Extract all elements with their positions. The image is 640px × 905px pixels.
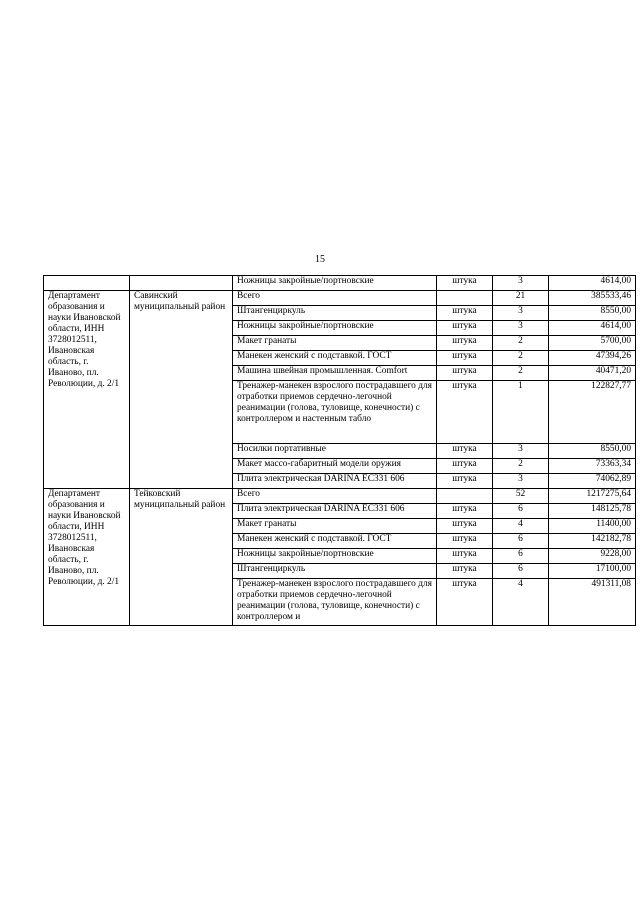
item-cell: Всего [233,291,437,306]
item-cell: Тренажер-манекен взрослого пострадавшего для отработки приемов сердечно-легочной реанимации (голова, туловище, конечности) с контроллером и настенным табло [233,381,437,444]
item-cell: Плита электрическая DARINA ЕС331 606 [233,504,437,519]
item-cell: Макет гранаты [233,519,437,534]
quantity-cell: 4 [493,519,549,534]
quantity-cell: 1 [493,381,549,444]
unit-cell: штука [437,276,493,291]
quantity-cell: 6 [493,534,549,549]
district-cell: Тейковский муниципальный район [130,489,233,626]
department-cell: Департамент образования и науки Ивановской области, ИНН 3728012511, Ивановская область, г. Иваново, пл. Революции, д. 2/1 [44,489,130,626]
sum-cell: 4614,00 [549,276,636,291]
unit-cell: штука [437,504,493,519]
quantity-cell: 2 [493,459,549,474]
quantity-cell: 6 [493,564,549,579]
item-cell: Всего [233,489,437,504]
unit-cell: штука [437,549,493,564]
sum-cell: 9228,00 [549,549,636,564]
sum-cell: 11400,00 [549,519,636,534]
table-row [44,276,636,291]
unit-cell: штука [437,564,493,579]
item-cell: Плита электрическая DARINA ЕС331 606 [233,474,437,489]
quantity-cell: 6 [493,549,549,564]
unit-cell: штука [437,351,493,366]
sum-cell: 17100,00 [549,564,636,579]
item-cell: Штангенциркуль [233,564,437,579]
unit-cell: штука [437,579,493,626]
sum-cell: 491311,08 [549,579,636,626]
sum-cell: 74062,89 [549,474,636,489]
quantity-cell: 2 [493,336,549,351]
unit-cell: штука [437,366,493,381]
item-cell: Макет гранаты [233,336,437,351]
item-cell: Манекен женский с подставкой. ГОСТ [233,351,437,366]
department-cell: Департамент образования и науки Ивановской области, ИНН 3728012511, Ивановская область, г. Иваново, пл. Революции, д. 2/1 [44,291,130,489]
quantity-cell: 2 [493,366,549,381]
table-row [44,489,636,504]
item-cell: Манекен женский с подставкой. ГОСТ [233,534,437,549]
unit-cell [437,489,493,504]
item-cell: Ножницы закройные/портновские [233,276,437,291]
quantity-cell: 21 [493,291,549,306]
sum-cell: 8550,00 [549,444,636,459]
sum-cell: 8550,00 [549,306,636,321]
table-row [44,291,636,306]
unit-cell [437,291,493,306]
quantity-cell: 3 [493,474,549,489]
quantity-cell: 3 [493,306,549,321]
unit-cell: штука [437,444,493,459]
item-cell: Ножницы закройные/портновские [233,549,437,564]
sum-cell: 122827,77 [549,381,636,444]
quantity-cell: 52 [493,489,549,504]
sum-cell: 148125,78 [549,504,636,519]
quantity-cell: 4 [493,579,549,626]
quantity-cell: 3 [493,321,549,336]
district-cell: Савинский муниципальный район [130,291,233,489]
sum-cell: 40471,20 [549,366,636,381]
item-cell: Носилки портативные [233,444,437,459]
district-cell [130,276,233,291]
item-cell: Тренажер-манекен взрослого пострадавшего для отработки приемов сердечно-легочной реанимации (голова, туловище, конечности) с контроллером и [233,579,437,626]
unit-cell: штука [437,534,493,549]
unit-cell: штука [437,336,493,351]
item-cell: Ножницы закройные/портновские [233,321,437,336]
quantity-cell: 3 [493,444,549,459]
item-cell: Штангенциркуль [233,306,437,321]
department-cell [44,276,130,291]
equipment-table [43,275,636,626]
sum-cell: 73363,34 [549,459,636,474]
unit-cell: штука [437,306,493,321]
page-number: 15 [315,254,325,265]
item-cell: Макет массо-габаритный модели оружия [233,459,437,474]
sum-cell: 1217275,64 [549,489,636,504]
quantity-cell: 6 [493,504,549,519]
quantity-cell: 3 [493,276,549,291]
unit-cell: штука [437,321,493,336]
sum-cell: 4614,00 [549,321,636,336]
unit-cell: штука [437,519,493,534]
sum-cell: 385533,46 [549,291,636,306]
unit-cell: штука [437,459,493,474]
unit-cell: штука [437,381,493,444]
sum-cell: 47394,26 [549,351,636,366]
quantity-cell: 2 [493,351,549,366]
sum-cell: 142182,78 [549,534,636,549]
sum-cell: 5700,00 [549,336,636,351]
unit-cell: штука [437,474,493,489]
item-cell: Машина швейная промышленная. Comfort [233,366,437,381]
